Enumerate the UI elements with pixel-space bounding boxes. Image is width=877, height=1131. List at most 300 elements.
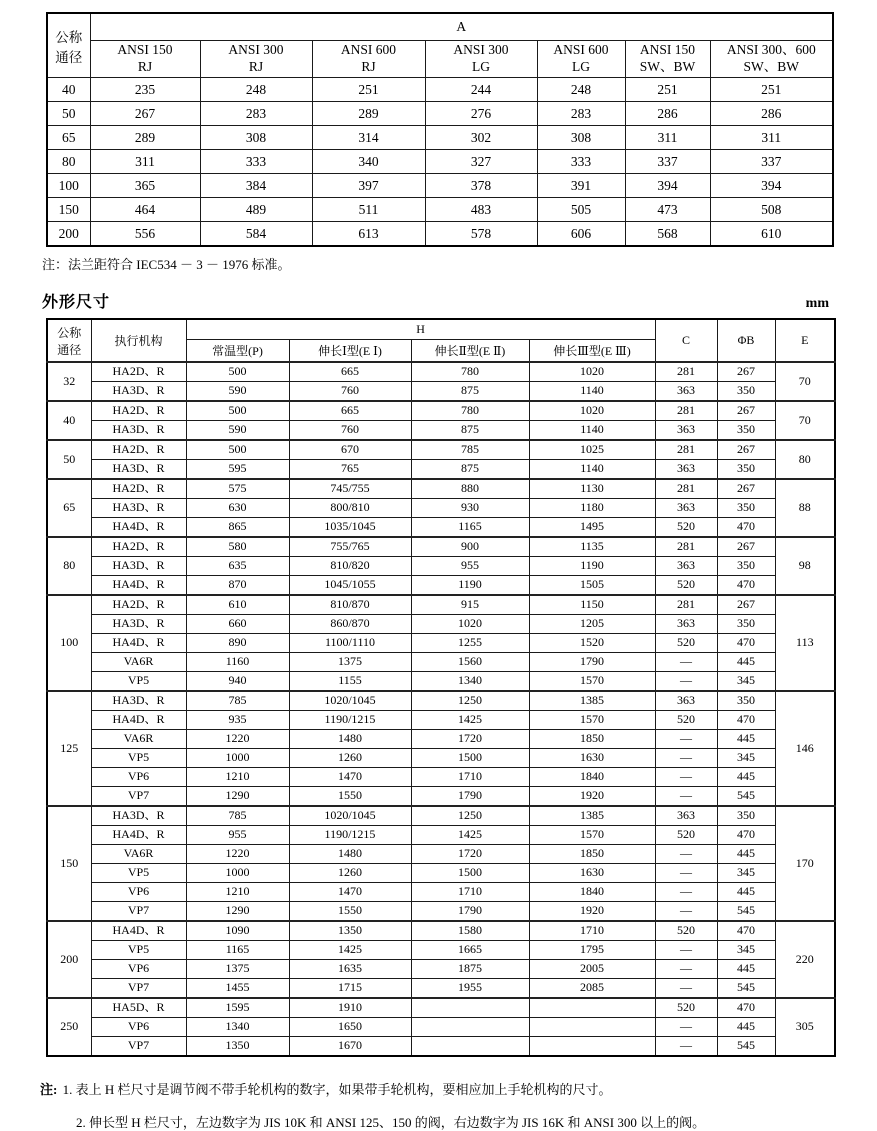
actuator-cell: HA2D、R bbox=[91, 537, 186, 557]
h-cell: 630 bbox=[186, 499, 289, 518]
h-cell: 1250 bbox=[411, 806, 529, 826]
data-cell: 244 bbox=[425, 78, 537, 102]
e-cell: 98 bbox=[775, 537, 835, 595]
table2-row bbox=[47, 362, 835, 382]
table1-header-row-1 bbox=[47, 13, 833, 41]
c-cell: 363 bbox=[655, 421, 717, 441]
col-header-h-subtype: 伸长Ⅲ型(E Ⅲ) bbox=[529, 340, 655, 363]
actuator-cell: VA6R bbox=[91, 845, 186, 864]
h-cell: 1165 bbox=[411, 518, 529, 538]
col-header-ansi: ANSI 150 SW、BW bbox=[625, 41, 710, 78]
e-cell: 70 bbox=[775, 362, 835, 401]
c-cell: — bbox=[655, 1037, 717, 1057]
c-cell: — bbox=[655, 653, 717, 672]
h-cell: 1720 bbox=[411, 845, 529, 864]
footnote-prefix: 注: bbox=[40, 1082, 58, 1097]
phib-cell: 470 bbox=[717, 576, 775, 596]
h-cell: 1630 bbox=[529, 749, 655, 768]
h-cell: 1130 bbox=[529, 479, 655, 499]
data-cell: 613 bbox=[312, 222, 425, 247]
h-cell: 1190 bbox=[411, 576, 529, 596]
c-cell: 520 bbox=[655, 711, 717, 730]
data-cell: 251 bbox=[625, 78, 710, 102]
h-cell: 580 bbox=[186, 537, 289, 557]
actuator-cell: VP6 bbox=[91, 768, 186, 787]
c-cell: 520 bbox=[655, 576, 717, 596]
h-cell: 665 bbox=[289, 401, 411, 421]
phib-cell: 350 bbox=[717, 460, 775, 480]
actuator-cell: HA3D、R bbox=[91, 421, 186, 441]
e-cell: 170 bbox=[775, 806, 835, 921]
h-cell: 900 bbox=[411, 537, 529, 557]
h-cell: 1025 bbox=[529, 440, 655, 460]
actuator-cell: HA2D、R bbox=[91, 362, 186, 382]
row-header-dn: 125 bbox=[47, 691, 91, 806]
e-cell: 146 bbox=[775, 691, 835, 806]
c-cell: — bbox=[655, 768, 717, 787]
h-cell: 500 bbox=[186, 401, 289, 421]
table2-row bbox=[47, 883, 835, 902]
row-header-dn: 40 bbox=[47, 78, 90, 102]
table2-row bbox=[47, 979, 835, 999]
e-cell: 220 bbox=[775, 921, 835, 998]
phib-cell: 445 bbox=[717, 960, 775, 979]
actuator-cell: HA3D、R bbox=[91, 806, 186, 826]
phib-cell: 470 bbox=[717, 711, 775, 730]
h-cell: 1220 bbox=[186, 845, 289, 864]
data-cell: 340 bbox=[312, 150, 425, 174]
table2-row bbox=[47, 921, 835, 941]
table2-row bbox=[47, 557, 835, 576]
h-cell: 1165 bbox=[186, 941, 289, 960]
col-header-c: C bbox=[655, 319, 717, 362]
data-cell: 333 bbox=[200, 150, 312, 174]
h-cell: 865 bbox=[186, 518, 289, 538]
h-cell: 1020/1045 bbox=[289, 691, 411, 711]
table1-header-row-2 bbox=[47, 41, 833, 78]
data-cell: 248 bbox=[537, 78, 625, 102]
h-cell: 810/820 bbox=[289, 557, 411, 576]
h-cell: 635 bbox=[186, 557, 289, 576]
actuator-cell: VP5 bbox=[91, 672, 186, 692]
phib-cell: 445 bbox=[717, 768, 775, 787]
footnote-2-text: 2. 伸长型 H 栏尺寸，左边数字为 JIS 10K 和 ANSI 125、150 的阀，右边数字为 JIS 16K 和 ANSI 300 以上的阀。 bbox=[76, 1115, 706, 1130]
table2-row bbox=[47, 460, 835, 480]
table1-row bbox=[47, 150, 833, 174]
h-cell: 1470 bbox=[289, 883, 411, 902]
h-cell: 1720 bbox=[411, 730, 529, 749]
data-cell: 311 bbox=[90, 150, 200, 174]
h-cell: 1710 bbox=[411, 768, 529, 787]
table2-row bbox=[47, 595, 835, 615]
h-cell: 1920 bbox=[529, 787, 655, 807]
row-header-dn: 250 bbox=[47, 998, 91, 1056]
h-cell: 780 bbox=[411, 362, 529, 382]
col-header-h-subtype: 伸长Ⅱ型(E Ⅱ) bbox=[411, 340, 529, 363]
h-cell bbox=[411, 1018, 529, 1037]
actuator-cell: VP5 bbox=[91, 941, 186, 960]
actuator-cell: VA6R bbox=[91, 730, 186, 749]
h-cell: 1425 bbox=[411, 711, 529, 730]
table2-row bbox=[47, 421, 835, 441]
phib-cell: 267 bbox=[717, 401, 775, 421]
table2-row bbox=[47, 902, 835, 922]
c-cell: 281 bbox=[655, 537, 717, 557]
table2-row bbox=[47, 576, 835, 596]
table2-row bbox=[47, 845, 835, 864]
h-cell: 1000 bbox=[186, 749, 289, 768]
phib-cell: 345 bbox=[717, 749, 775, 768]
data-cell: 508 bbox=[710, 198, 833, 222]
phib-cell: 350 bbox=[717, 557, 775, 576]
footnotes bbox=[40, 1079, 833, 1131]
h-cell: 1140 bbox=[529, 460, 655, 480]
h-cell: 590 bbox=[186, 421, 289, 441]
actuator-cell: HA3D、R bbox=[91, 460, 186, 480]
h-cell: 500 bbox=[186, 440, 289, 460]
data-cell: 286 bbox=[710, 102, 833, 126]
h-cell: 1290 bbox=[186, 902, 289, 922]
h-cell: 1715 bbox=[289, 979, 411, 999]
e-cell: 80 bbox=[775, 440, 835, 479]
row-header-dn: 65 bbox=[47, 479, 91, 537]
h-cell: 810/870 bbox=[289, 595, 411, 615]
actuator-cell: HA3D、R bbox=[91, 557, 186, 576]
table2-row bbox=[47, 826, 835, 845]
col-header-e: E bbox=[775, 319, 835, 362]
col-header-ansi: ANSI 300 LG bbox=[425, 41, 537, 78]
phib-cell: 470 bbox=[717, 921, 775, 941]
h-cell: 1135 bbox=[529, 537, 655, 557]
h-cell: 870 bbox=[186, 576, 289, 596]
h-cell: 1670 bbox=[289, 1037, 411, 1057]
e-cell: 88 bbox=[775, 479, 835, 537]
actuator-cell: HA3D、R bbox=[91, 615, 186, 634]
c-cell: 363 bbox=[655, 499, 717, 518]
c-cell: 281 bbox=[655, 479, 717, 499]
col-header-ansi: ANSI 300、600 SW、BW bbox=[710, 41, 833, 78]
h-cell: 1650 bbox=[289, 1018, 411, 1037]
col-header-h-subtype: 伸长Ⅰ型(E Ⅰ) bbox=[289, 340, 411, 363]
phib-cell: 345 bbox=[717, 941, 775, 960]
c-cell: — bbox=[655, 902, 717, 922]
data-cell: 489 bbox=[200, 198, 312, 222]
h-cell: 1500 bbox=[411, 749, 529, 768]
col-header-nominal-diameter: 公称 通径 bbox=[47, 319, 91, 362]
c-cell: 363 bbox=[655, 382, 717, 402]
actuator-cell: VP5 bbox=[91, 864, 186, 883]
actuator-cell: HA4D、R bbox=[91, 518, 186, 538]
phib-cell: 345 bbox=[717, 672, 775, 692]
phib-cell: 545 bbox=[717, 979, 775, 999]
row-header-dn: 200 bbox=[47, 222, 90, 247]
data-cell: 397 bbox=[312, 174, 425, 198]
phib-cell: 445 bbox=[717, 653, 775, 672]
h-cell: 935 bbox=[186, 711, 289, 730]
h-cell: 1455 bbox=[186, 979, 289, 999]
data-cell: 473 bbox=[625, 198, 710, 222]
table2-row bbox=[47, 787, 835, 807]
table2-row bbox=[47, 711, 835, 730]
data-cell: 327 bbox=[425, 150, 537, 174]
c-cell: — bbox=[655, 941, 717, 960]
h-cell: 1595 bbox=[186, 998, 289, 1018]
phib-cell: 445 bbox=[717, 883, 775, 902]
c-cell: — bbox=[655, 883, 717, 902]
actuator-cell: VP7 bbox=[91, 979, 186, 999]
c-cell: — bbox=[655, 960, 717, 979]
h-cell: 890 bbox=[186, 634, 289, 653]
h-cell: 1955 bbox=[411, 979, 529, 999]
h-cell: 755/765 bbox=[289, 537, 411, 557]
h-cell: 1560 bbox=[411, 653, 529, 672]
table2-row bbox=[47, 653, 835, 672]
phib-cell: 470 bbox=[717, 634, 775, 653]
h-cell: 660 bbox=[186, 615, 289, 634]
h-cell: 1480 bbox=[289, 730, 411, 749]
row-header-dn: 50 bbox=[47, 440, 91, 479]
h-cell: 1090 bbox=[186, 921, 289, 941]
h-cell: 1350 bbox=[289, 921, 411, 941]
phib-cell: 350 bbox=[717, 806, 775, 826]
c-cell: — bbox=[655, 787, 717, 807]
section-heading-row bbox=[42, 289, 833, 312]
h-cell: 1045/1055 bbox=[289, 576, 411, 596]
h-cell: 1250 bbox=[411, 691, 529, 711]
c-cell: 520 bbox=[655, 634, 717, 653]
phib-cell: 267 bbox=[717, 595, 775, 615]
h-cell: 765 bbox=[289, 460, 411, 480]
h-cell: 1340 bbox=[411, 672, 529, 692]
h-cell: 1570 bbox=[529, 672, 655, 692]
table2-row bbox=[47, 960, 835, 979]
row-header-dn: 150 bbox=[47, 806, 91, 921]
h-cell: 1910 bbox=[289, 998, 411, 1018]
h-cell bbox=[411, 998, 529, 1018]
h-cell: 955 bbox=[411, 557, 529, 576]
h-cell: 1570 bbox=[529, 826, 655, 845]
phib-cell: 267 bbox=[717, 440, 775, 460]
h-cell: 1840 bbox=[529, 768, 655, 787]
h-cell: 1385 bbox=[529, 806, 655, 826]
actuator-cell: HA2D、R bbox=[91, 479, 186, 499]
c-cell: — bbox=[655, 979, 717, 999]
c-cell: — bbox=[655, 749, 717, 768]
data-cell: 505 bbox=[537, 198, 625, 222]
col-header-group-a: A bbox=[90, 13, 833, 41]
data-cell: 384 bbox=[200, 174, 312, 198]
actuator-cell: HA2D、R bbox=[91, 401, 186, 421]
actuator-cell: VP6 bbox=[91, 883, 186, 902]
h-cell: 1000 bbox=[186, 864, 289, 883]
data-cell: 556 bbox=[90, 222, 200, 247]
table2-row bbox=[47, 401, 835, 421]
c-cell: 363 bbox=[655, 806, 717, 826]
row-header-dn: 65 bbox=[47, 126, 90, 150]
actuator-cell: HA2D、R bbox=[91, 595, 186, 615]
data-cell: 337 bbox=[625, 150, 710, 174]
actuator-cell: HA3D、R bbox=[91, 499, 186, 518]
data-cell: 248 bbox=[200, 78, 312, 102]
h-cell: 1180 bbox=[529, 499, 655, 518]
phib-cell: 445 bbox=[717, 845, 775, 864]
data-cell: 276 bbox=[425, 102, 537, 126]
phib-cell: 470 bbox=[717, 998, 775, 1018]
table2-row bbox=[47, 615, 835, 634]
c-cell: 363 bbox=[655, 691, 717, 711]
phib-cell: 267 bbox=[717, 362, 775, 382]
data-cell: 308 bbox=[200, 126, 312, 150]
row-header-dn: 40 bbox=[47, 401, 91, 440]
data-cell: 394 bbox=[625, 174, 710, 198]
data-cell: 267 bbox=[90, 102, 200, 126]
h-cell: 860/870 bbox=[289, 615, 411, 634]
data-cell: 251 bbox=[710, 78, 833, 102]
data-cell: 584 bbox=[200, 222, 312, 247]
h-cell: 875 bbox=[411, 382, 529, 402]
h-cell: 1850 bbox=[529, 845, 655, 864]
col-header-ansi: ANSI 150 RJ bbox=[90, 41, 200, 78]
h-cell: 1850 bbox=[529, 730, 655, 749]
h-cell: 1255 bbox=[411, 634, 529, 653]
h-cell: 785 bbox=[186, 806, 289, 826]
h-cell: 575 bbox=[186, 479, 289, 499]
h-cell: 875 bbox=[411, 460, 529, 480]
h-cell: 2005 bbox=[529, 960, 655, 979]
phib-cell: 345 bbox=[717, 864, 775, 883]
e-cell: 70 bbox=[775, 401, 835, 440]
phib-cell: 445 bbox=[717, 730, 775, 749]
data-cell: 333 bbox=[537, 150, 625, 174]
phib-cell: 445 bbox=[717, 1018, 775, 1037]
h-cell: 1500 bbox=[411, 864, 529, 883]
col-header-ansi: ANSI 600 RJ bbox=[312, 41, 425, 78]
h-cell: 1710 bbox=[529, 921, 655, 941]
h-cell: 1260 bbox=[289, 864, 411, 883]
c-cell: 363 bbox=[655, 460, 717, 480]
data-cell: 568 bbox=[625, 222, 710, 247]
actuator-cell: VP5 bbox=[91, 749, 186, 768]
row-header-dn: 80 bbox=[47, 537, 91, 595]
data-cell: 251 bbox=[312, 78, 425, 102]
h-cell bbox=[529, 1018, 655, 1037]
e-cell: 113 bbox=[775, 595, 835, 691]
actuator-cell: HA4D、R bbox=[91, 576, 186, 596]
c-cell: — bbox=[655, 845, 717, 864]
actuator-cell: HA3D、R bbox=[91, 691, 186, 711]
h-cell: 1350 bbox=[186, 1037, 289, 1057]
phib-cell: 545 bbox=[717, 902, 775, 922]
actuator-cell: VP7 bbox=[91, 902, 186, 922]
h-cell: 1220 bbox=[186, 730, 289, 749]
phib-cell: 267 bbox=[717, 537, 775, 557]
h-cell: 1470 bbox=[289, 768, 411, 787]
c-cell: — bbox=[655, 672, 717, 692]
h-cell: 1505 bbox=[529, 576, 655, 596]
table2-row bbox=[47, 864, 835, 883]
phib-cell: 470 bbox=[717, 518, 775, 538]
h-cell: 1580 bbox=[411, 921, 529, 941]
h-cell: 1020 bbox=[411, 615, 529, 634]
h-cell: 1665 bbox=[411, 941, 529, 960]
col-header-nominal-diameter: 公称 通径 bbox=[47, 13, 90, 78]
h-cell: 1790 bbox=[529, 653, 655, 672]
h-cell: 1020/1045 bbox=[289, 806, 411, 826]
h-cell: 1100/1110 bbox=[289, 634, 411, 653]
table2-row bbox=[47, 1018, 835, 1037]
data-cell: 337 bbox=[710, 150, 833, 174]
phib-cell: 350 bbox=[717, 691, 775, 711]
row-header-dn: 200 bbox=[47, 921, 91, 998]
h-cell: 1020 bbox=[529, 362, 655, 382]
row-header-dn: 32 bbox=[47, 362, 91, 401]
data-cell: 311 bbox=[710, 126, 833, 150]
section-title: 外形尺寸 bbox=[42, 294, 111, 311]
h-cell: 670 bbox=[289, 440, 411, 460]
h-cell bbox=[529, 1037, 655, 1057]
data-cell: 308 bbox=[537, 126, 625, 150]
data-cell: 235 bbox=[90, 78, 200, 102]
table1-row bbox=[47, 126, 833, 150]
data-cell: 610 bbox=[710, 222, 833, 247]
phib-cell: 267 bbox=[717, 479, 775, 499]
h-cell: 1550 bbox=[289, 902, 411, 922]
actuator-cell: HA4D、R bbox=[91, 634, 186, 653]
h-cell: 500 bbox=[186, 362, 289, 382]
h-cell: 760 bbox=[289, 382, 411, 402]
phib-cell: 545 bbox=[717, 787, 775, 807]
h-cell: 1290 bbox=[186, 787, 289, 807]
h-cell: 940 bbox=[186, 672, 289, 692]
h-cell: 1035/1045 bbox=[289, 518, 411, 538]
table2-row bbox=[47, 672, 835, 692]
h-cell: 785 bbox=[411, 440, 529, 460]
h-cell: 1550 bbox=[289, 787, 411, 807]
table2-row bbox=[47, 691, 835, 711]
h-cell: 1480 bbox=[289, 845, 411, 864]
data-cell: 394 bbox=[710, 174, 833, 198]
h-cell: 1210 bbox=[186, 883, 289, 902]
h-cell: 1340 bbox=[186, 1018, 289, 1037]
data-cell: 464 bbox=[90, 198, 200, 222]
actuator-cell: VP7 bbox=[91, 1037, 186, 1057]
h-cell: 1385 bbox=[529, 691, 655, 711]
outline-dimension-table bbox=[46, 318, 836, 1057]
actuator-cell: HA3D、R bbox=[91, 382, 186, 402]
actuator-cell: VA6R bbox=[91, 653, 186, 672]
table2-row bbox=[47, 537, 835, 557]
h-cell: 800/810 bbox=[289, 499, 411, 518]
h-cell: 915 bbox=[411, 595, 529, 615]
phib-cell: 350 bbox=[717, 615, 775, 634]
table2-header-row-1 bbox=[47, 319, 835, 340]
table1-row bbox=[47, 102, 833, 126]
actuator-cell: VP6 bbox=[91, 960, 186, 979]
phib-cell: 545 bbox=[717, 1037, 775, 1057]
c-cell: 520 bbox=[655, 921, 717, 941]
unit-label: mm bbox=[805, 296, 829, 311]
flange-dimension-table-a bbox=[46, 12, 834, 247]
h-cell: 1375 bbox=[289, 653, 411, 672]
h-cell: 1840 bbox=[529, 883, 655, 902]
col-header-phib: ΦB bbox=[717, 319, 775, 362]
table1-note: 注：法兰距符合 IEC534 － 3 － 1976 标准。 bbox=[42, 257, 291, 272]
c-cell: 520 bbox=[655, 518, 717, 538]
h-cell: 1210 bbox=[186, 768, 289, 787]
h-cell: 955 bbox=[186, 826, 289, 845]
h-cell: 1190/1215 bbox=[289, 826, 411, 845]
h-cell: 745/755 bbox=[289, 479, 411, 499]
